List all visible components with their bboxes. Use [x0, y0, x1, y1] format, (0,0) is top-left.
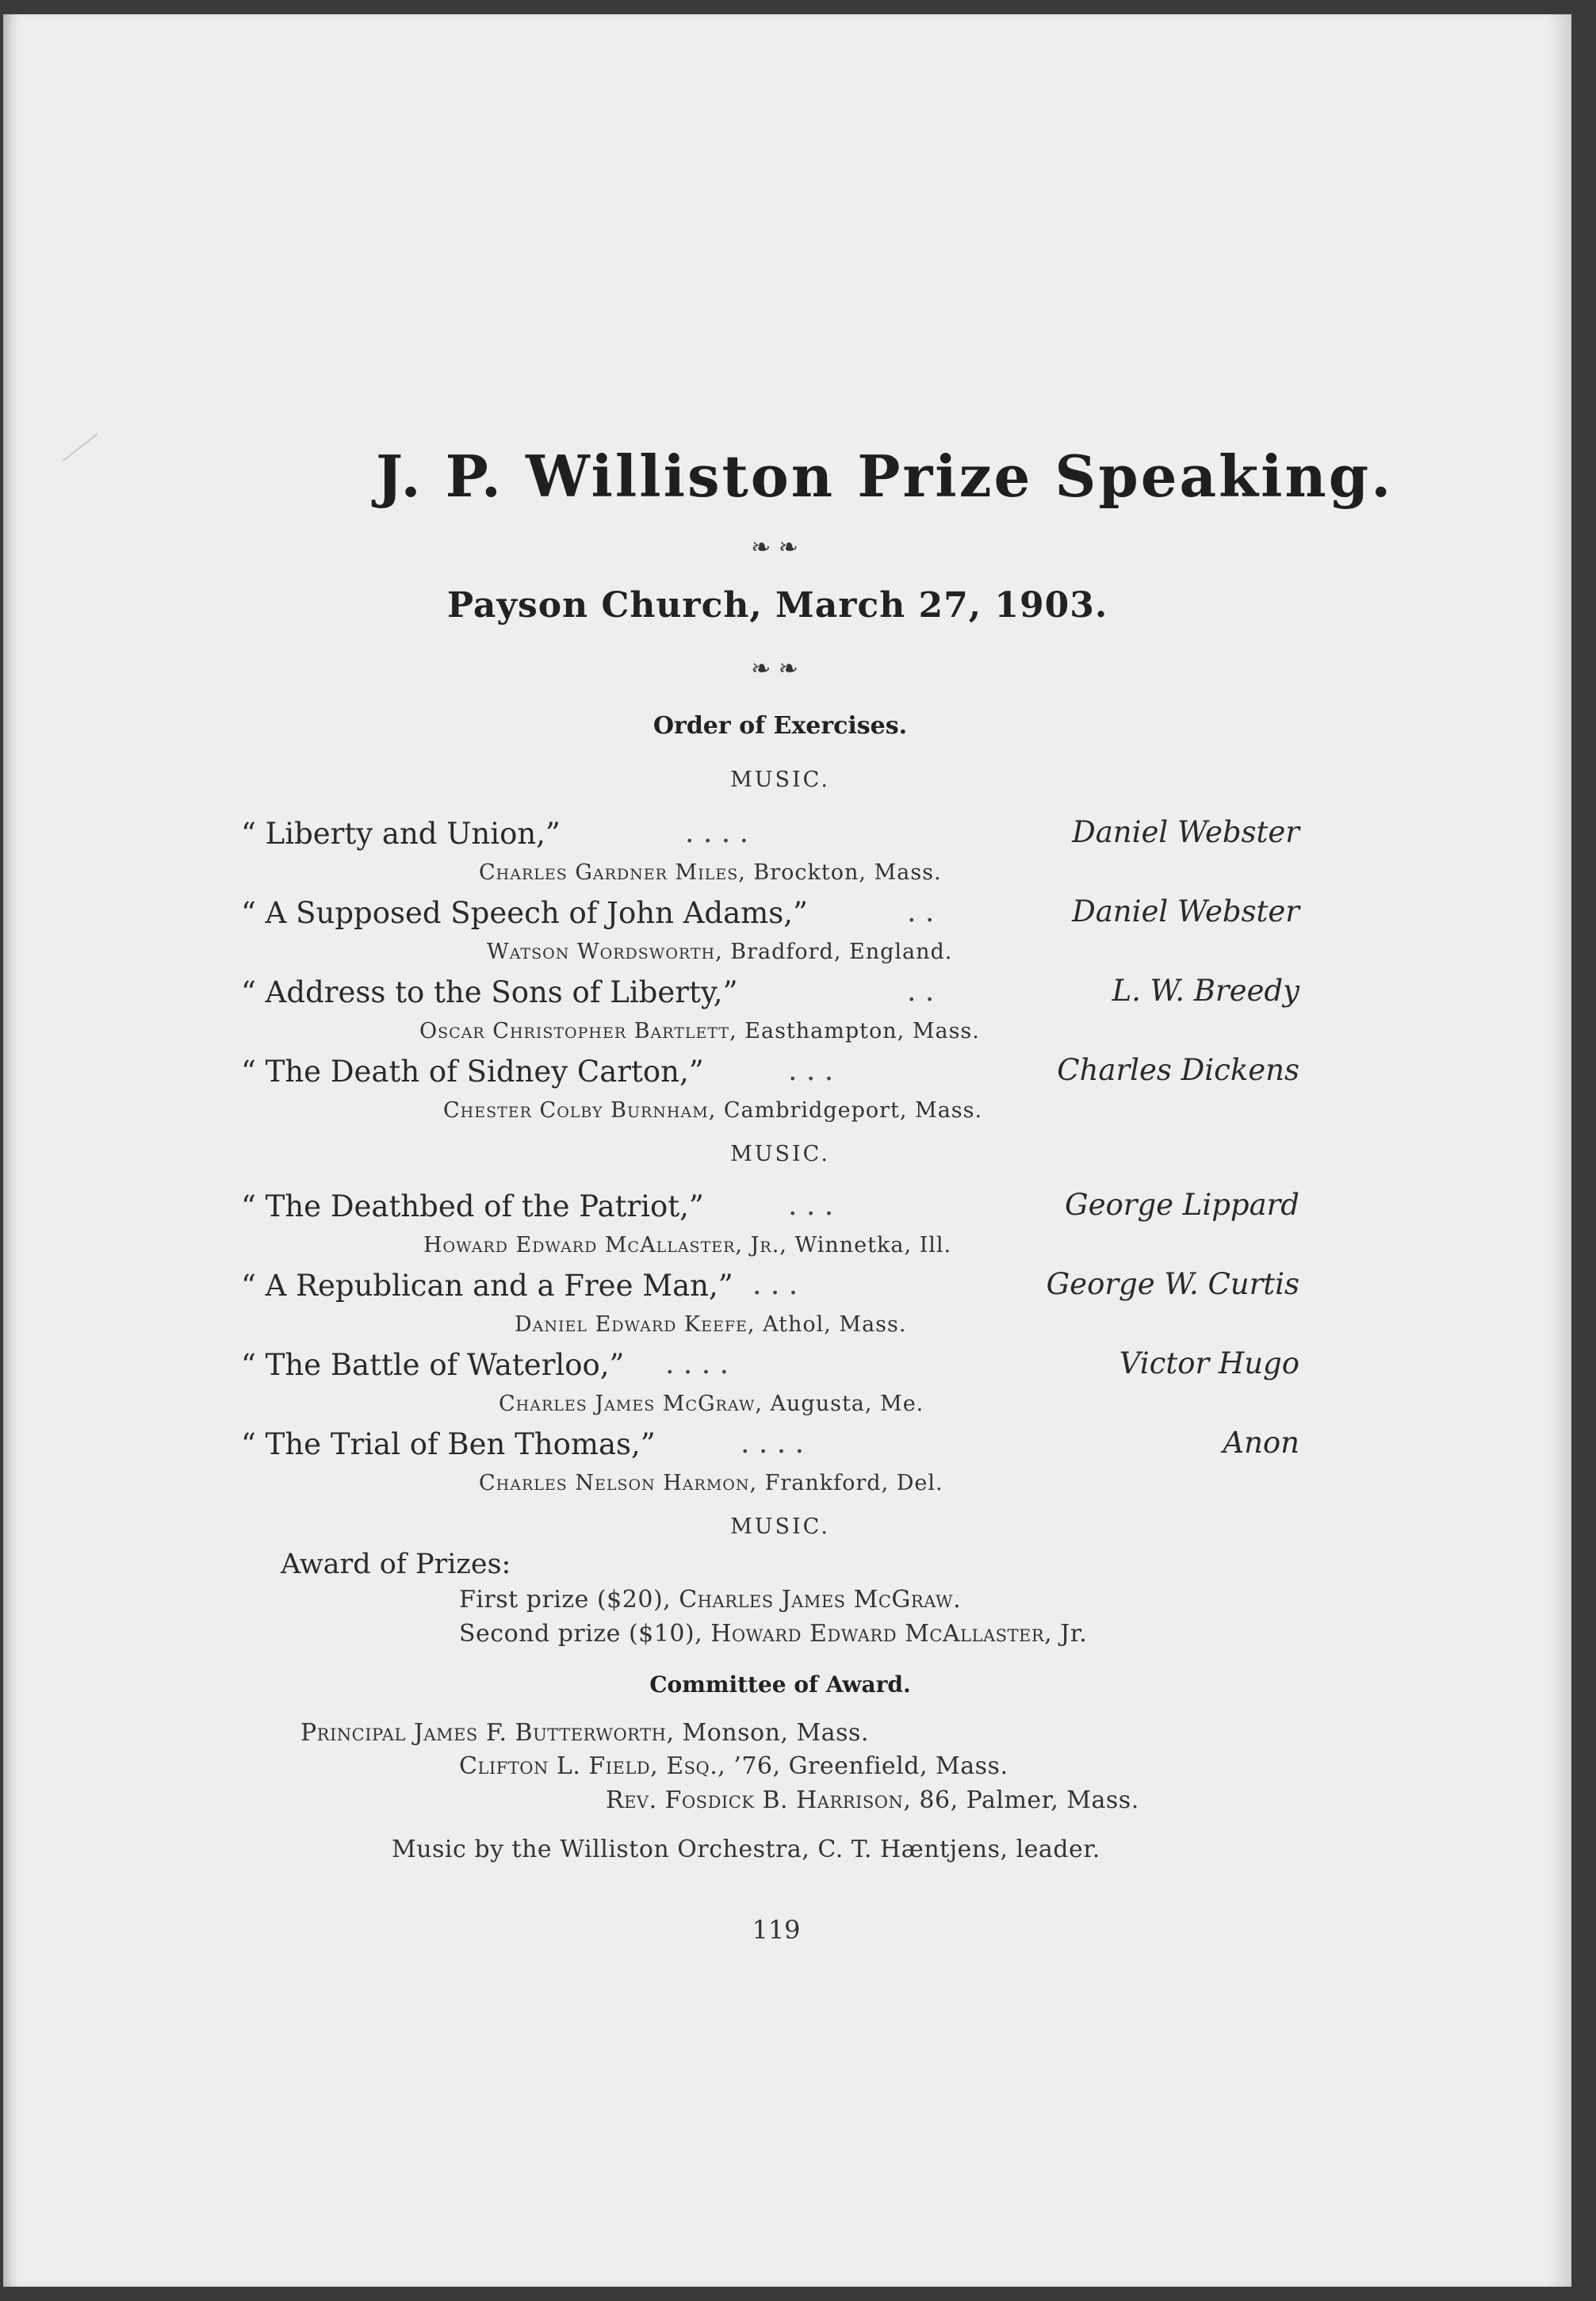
selection-title: “ Liberty and Union,” [241, 817, 561, 851]
speaker-name: Watson Wordsworth [487, 940, 716, 964]
award-heading: Award of Prizes: [281, 1549, 511, 1580]
page-edge-shadow [1548, 14, 1571, 2287]
selection-author: George Lippard [1065, 1188, 1299, 1222]
scan-mark [63, 433, 98, 461]
selection-title: “ The Battle of Waterloo,” [241, 1348, 625, 1382]
selection-title: “ A Republican and a Free Man,” [241, 1269, 733, 1303]
committee-member-name: Rev. Fosdick B. Harrison [606, 1786, 904, 1814]
speaker-name: Chester Colby Burnham [443, 1098, 709, 1123]
speaker-name: Charles Nelson Harmon [479, 1471, 750, 1495]
page-number: 119 [752, 1915, 801, 1945]
speaker-place: , Bradford, England. [715, 940, 953, 964]
speaker-line [419, 1019, 980, 1043]
speaker-name: Oscar Christopher Bartlett [419, 1019, 730, 1043]
speaker-name: Charles James McGraw [499, 1392, 756, 1416]
leader-dots: . . . [788, 1189, 834, 1222]
page-title: J. P. Williston Prize Speaking. [376, 442, 1394, 510]
first-prize-line [459, 1586, 961, 1614]
speaker-line [515, 1312, 906, 1337]
speaker-line [443, 1098, 982, 1123]
speaker-place: , Winnetka, Ill. [779, 1233, 952, 1258]
speaker-place: , Athol, Mass. [747, 1312, 907, 1337]
speaker-line [479, 860, 942, 885]
committee-member-place: , 86, Palmer, Mass. [903, 1786, 1139, 1814]
speaker-place: , Frankford, Del. [749, 1471, 943, 1495]
committee-member [606, 1786, 1139, 1814]
selection-title: “ Address to the Sons of Liberty,” [241, 975, 738, 1009]
committee-member-place: , ’76, Greenfield, Mass. [718, 1752, 1009, 1780]
music-credit: Music by the Williston Orchestra, C. T. Hæntjens, leader. [392, 1836, 1100, 1863]
speaker-name: Howard Edward McAllaster, Jr. [423, 1233, 780, 1258]
leader-dots: . . . [788, 1055, 834, 1087]
leader-dots: . . . . [685, 817, 749, 849]
second-prize-suffix: , Jr. [1044, 1620, 1088, 1648]
first-prize-winner: Charles James McGraw. [679, 1586, 962, 1614]
music-label-3: MUSIC. [730, 1514, 830, 1539]
selection-author: Charles Dickens [1057, 1053, 1299, 1087]
order-of-exercises-heading: Order of Exercises. [653, 712, 908, 740]
speaker-place: , Brockton, Mass. [738, 860, 942, 885]
leader-dots: . . [907, 975, 935, 1008]
ornament-bottom: ❧ ❧ [751, 655, 798, 683]
speaker-place: , Augusta, Me. [755, 1392, 924, 1416]
speaker-line [423, 1233, 951, 1258]
selection-author: Anon [1223, 1426, 1299, 1460]
speaker-place: , Cambridgeport, Mass. [708, 1098, 983, 1123]
second-prize-amount: Second prize ($10), [459, 1620, 711, 1648]
selection-title: “ The Deathbed of the Patriot,” [241, 1189, 704, 1223]
music-label-2: MUSIC. [730, 1142, 830, 1166]
speaker-line [479, 1471, 943, 1495]
leader-dots: . . [907, 896, 935, 928]
leader-dots: . . . . [665, 1348, 729, 1380]
speaker-name: Charles Gardner Miles [479, 860, 739, 885]
committee-heading: Committee of Award. [649, 1671, 911, 1698]
book-page [3, 14, 1571, 2287]
first-prize-amount: First prize ($20), [459, 1586, 679, 1614]
selection-title: “ The Death of Sidney Carton,” [241, 1055, 704, 1089]
selection-author: Daniel Webster [1072, 815, 1299, 849]
committee-member [459, 1752, 1008, 1780]
event-subtitle: Payson Church, March 27, 1903. [447, 585, 1108, 626]
selection-author: George W. Curtis [1046, 1267, 1299, 1301]
second-prize-winner: Howard Edward McAllaster [710, 1620, 1045, 1648]
committee-member-name: Principal James F. Butterworth [300, 1719, 667, 1747]
committee-member [300, 1719, 869, 1747]
committee-member-place: , Monson, Mass. [666, 1719, 869, 1747]
leader-dots: . . . [752, 1269, 798, 1301]
selection-title: “ A Supposed Speech of John Adams,” [241, 896, 808, 930]
second-prize-line [459, 1620, 1087, 1648]
selection-author: Victor Hugo [1119, 1346, 1299, 1380]
speaker-name: Daniel Edward Keefe [515, 1312, 748, 1337]
ornament-top: ❧ ❧ [751, 534, 798, 561]
speaker-place: , Easthampton, Mass. [729, 1019, 980, 1043]
leader-dots: . . . . [741, 1427, 805, 1460]
selection-author: Daniel Webster [1072, 894, 1299, 928]
speaker-line [487, 940, 952, 964]
committee-member-name: Clifton L. Field, Esq. [459, 1752, 718, 1780]
selection-title: “ The Trial of Ben Thomas,” [241, 1427, 656, 1461]
selection-author: L. W. Breedy [1112, 974, 1299, 1008]
speaker-line [499, 1392, 924, 1416]
music-label-1: MUSIC. [730, 768, 830, 792]
